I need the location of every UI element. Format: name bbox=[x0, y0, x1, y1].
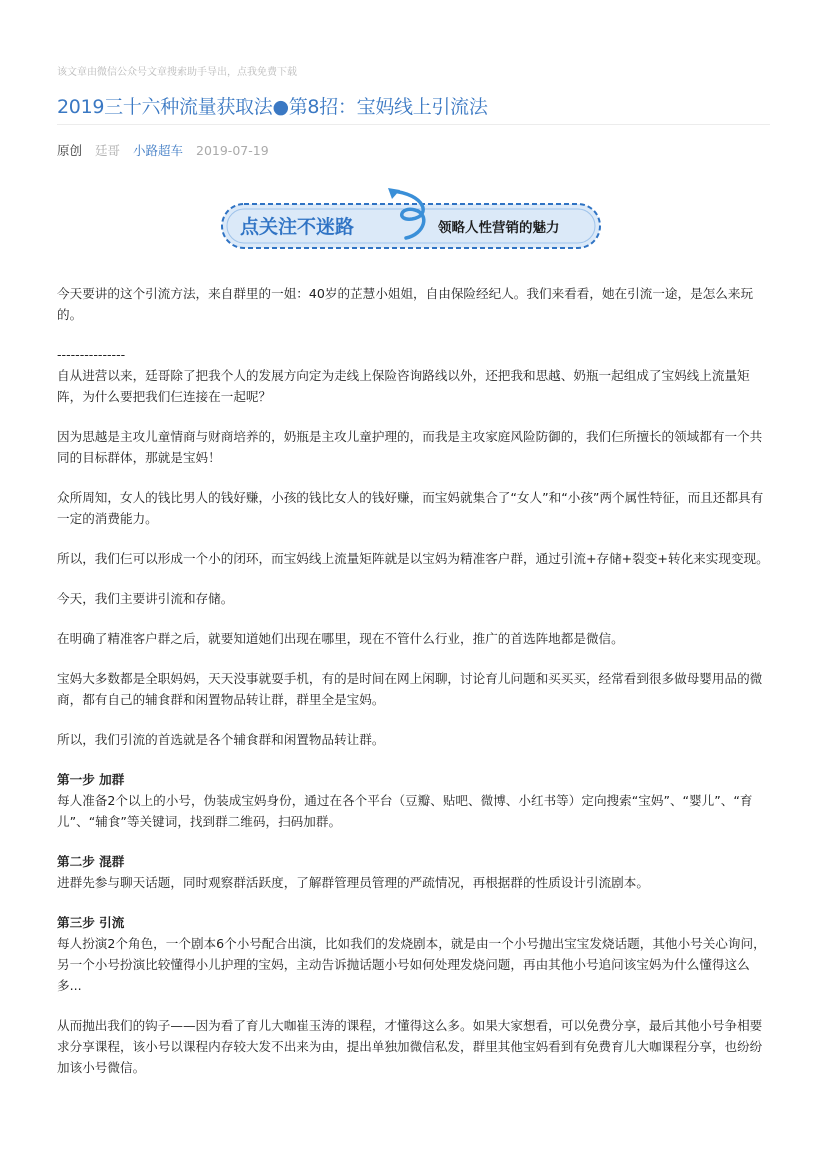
banner-left-text: 点关注不迷路 bbox=[240, 216, 355, 238]
author-name: 廷哥 bbox=[95, 143, 121, 158]
paragraph: 宝妈大多数都是全职妈妈，天天没事就耍手机，有的是时间在网上闲聊，讨论育儿问题和买买买，经常看到很多做母婴用品的微商，都有自己的辅食群和闲置物品转让群，群里全是宝妈。 bbox=[57, 671, 763, 707]
banner-right-text: 领略人性营销的魅力 bbox=[438, 220, 560, 236]
step3-heading: 第三步 引流 bbox=[57, 915, 125, 930]
export-notice-link[interactable]: 该文章由微信公众号文章搜索助手导出，点我免费下载 bbox=[57, 67, 297, 78]
paragraph: 众所周知，女人的钱比男人的钱好赚，小孩的钱比女人的钱好赚，而宝妈就集合了“女人”和“小孩”两个属性特征，而且还都具有一定的消费能力。 bbox=[57, 490, 764, 526]
step1-heading: 第一步 加群 bbox=[57, 772, 125, 787]
title-divider bbox=[57, 124, 770, 125]
publish-date: 2019-07-19 bbox=[196, 143, 269, 158]
account-link[interactable]: 小路超车 bbox=[133, 143, 184, 158]
paragraph: 因为思越是主攻儿童情商与财商培养的，奶瓶是主攻儿童护理的，而我是主攻家庭风险防御的，我们仨所擅长的领域都有一个共同的目标群体，那就是宝妈！ bbox=[57, 429, 763, 465]
paragraph: 自从进营以来，廷哥除了把我个人的发展方向定为走线上保险咨询路线以外，还把我和思越、奶瓶一起组成了宝妈线上流量矩阵，为什么要把我们仨连接在一起呢？ bbox=[57, 368, 750, 404]
paragraph: 今天，我们主要讲引流和存储。 bbox=[57, 591, 234, 606]
paragraph: 在明确了精准客户群之后，就要知道她们出现在哪里，现在不管什么行业，推广的首选阵地都是微信。 bbox=[57, 631, 624, 646]
paragraph: 从而抛出我们的钩子——因为看了育儿大咖崔玉涛的课程，才懂得这么多。如果大家想看，可以免费分享，最后其他小号争相要求分享课程，该小号以课程内存较大发不出来为由，提出单独加微信私发，群里其他宝妈看到有免费育儿大咖课程分享，也纷纷加该小号微信。 bbox=[57, 1018, 763, 1075]
step3-body: 每人扮演2个角色，一个剧本6个小号配合出演，比如我们的发烧剧本，就是由一个小号抛出宝宝发烧话题，其他小号关心询问，另一个小号扮演比较懂得小儿护理的宝妈，主动告诉抛话题小号如何处理发烧问题，再由其他小号追问该宝妈为什么懂得这么多... bbox=[57, 936, 766, 993]
text-divider: --------------- bbox=[57, 347, 126, 362]
step2-heading: 第二步 混群 bbox=[57, 854, 125, 869]
article-body bbox=[57, 283, 771, 1097]
paragraph: 所以，我们引流的首选就是各个辅食群和闲置物品转让群。 bbox=[57, 732, 385, 747]
paragraph: 今天要讲的这个引流方法，来自群里的一姐：40岁的芷慧小姐姐，自由保险经纪人。我们来看看，她在引流一途，是怎么来玩的。 bbox=[57, 286, 754, 322]
follow-banner bbox=[220, 186, 602, 252]
step1-body: 每人准备2个以上的小号，伪装成宝妈身份，通过在各个平台（豆瓣、贴吧、微博、小红书等）定向搜索“宝妈”、“婴儿”、“育儿”、“辅食”等关键词，找到群二维码，扫码加群。 bbox=[57, 793, 753, 829]
paragraph: 所以，我们仨可以形成一个小的闭环，而宝妈线上流量矩阵就是以宝妈为精准客户群，通过引流+存储+裂变+转化来实现变现。 bbox=[57, 551, 769, 566]
article-meta bbox=[57, 141, 278, 159]
article-title: 2019三十六种流量获取法●第8招：宝妈线上引流法 bbox=[57, 96, 488, 118]
step2-body: 进群先参与聊天话题，同时观察群活跃度，了解群管理员管理的严疏情况，再根据群的性质设计引流剧本。 bbox=[57, 875, 649, 890]
original-tag: 原创 bbox=[57, 143, 83, 158]
